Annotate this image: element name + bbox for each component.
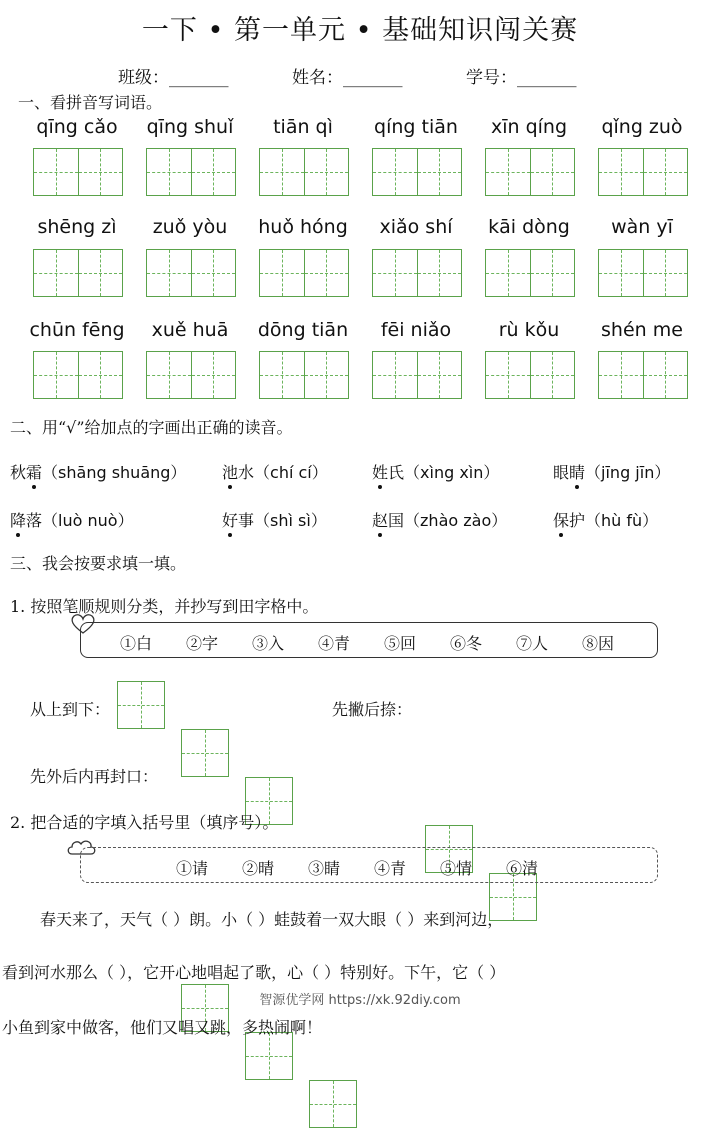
word-prefix: 秋 xyxy=(10,463,27,482)
character-box-2 xyxy=(80,847,658,883)
tianzige-pair[interactable] xyxy=(598,351,688,399)
tianzige-cell[interactable] xyxy=(260,352,304,398)
pinyin-label: qíng tiān xyxy=(374,116,458,138)
character-option: ④青 xyxy=(374,859,407,878)
pronunciation-item[interactable] xyxy=(10,508,134,531)
tianzige-pair[interactable] xyxy=(146,351,236,399)
character-option: ⑦人 xyxy=(516,634,549,653)
tianzige-cell[interactable] xyxy=(304,250,349,296)
pinyin-label: huǒ hóng xyxy=(258,216,348,238)
character-option: ②晴 xyxy=(242,859,275,878)
character-option: ①请 xyxy=(176,859,209,878)
section-1-heading: 一、看拼音写词语。 xyxy=(18,93,163,112)
footer-watermark: 智源优学网 https://xk.92diy.com xyxy=(259,993,461,1008)
word-suffix: 护 xyxy=(569,511,586,530)
tianzige-pair[interactable] xyxy=(485,351,575,399)
label-top-to-bottom: 从上到下： xyxy=(30,700,111,719)
dotted-character: 睛 xyxy=(569,463,586,482)
tianzige-pair[interactable] xyxy=(146,148,236,196)
tianzige-cell[interactable] xyxy=(78,250,123,296)
class-field: 班级：_______ xyxy=(118,68,229,88)
word-suffix: 落 xyxy=(26,511,43,530)
tianzige-pair[interactable] xyxy=(33,351,123,399)
dotted-character: 赵 xyxy=(372,511,389,530)
question-1-prompt: 1. 按照笔顺规则分类，并抄写到田字格中。 xyxy=(10,597,319,616)
pinyin-label: kāi dòng xyxy=(488,216,570,238)
section-3-heading: 三、我会按要求填一填。 xyxy=(10,554,187,573)
pinyin-label: xuě huā xyxy=(151,319,229,341)
pinyin-label: qǐng zuò xyxy=(601,116,683,138)
tianzige-pair[interactable] xyxy=(372,351,462,399)
tianzige-pair[interactable] xyxy=(259,351,349,399)
tianzige-cell[interactable] xyxy=(147,352,191,398)
pronunciation-item[interactable] xyxy=(222,508,327,531)
pinyin-options[interactable]: （jīng jīn） xyxy=(585,463,671,482)
tianzige-pair[interactable] xyxy=(33,148,123,196)
tianzige-cell[interactable] xyxy=(486,352,530,398)
student-id-field: 学号：_______ xyxy=(466,68,577,88)
pinyin-label: chūn fēng xyxy=(29,319,125,341)
character-option: ⑧因 xyxy=(582,634,615,653)
dotted-character: 保 xyxy=(553,511,570,530)
pronunciation-item[interactable] xyxy=(372,508,507,531)
tianzige-cell[interactable] xyxy=(417,149,462,195)
tianzige-pair[interactable] xyxy=(259,148,349,196)
passage-line-3: 小鱼到家中做客，他们又唱又跳，多热闹啊！ xyxy=(2,1018,323,1037)
tianzige-cell[interactable] xyxy=(34,250,78,296)
page-title: 一下 • 第一单元 • 基础知识闯关赛 xyxy=(141,15,579,46)
pinyin-options[interactable]: （shì sì） xyxy=(254,511,327,530)
pronunciation-item[interactable] xyxy=(10,460,186,483)
tianzige-cell[interactable] xyxy=(147,149,191,195)
word-suffix: 国 xyxy=(388,511,405,530)
character-option: ⑥清 xyxy=(506,859,539,878)
dotted-character: 姓 xyxy=(372,463,389,482)
tianzige-pair[interactable] xyxy=(259,249,349,297)
tianzige-cell[interactable] xyxy=(486,149,530,195)
dotted-character: 池 xyxy=(222,463,239,482)
tianzige-box[interactable] xyxy=(117,681,165,729)
tianzige-pair[interactable] xyxy=(485,148,575,196)
character-option: ⑥冬 xyxy=(450,634,483,653)
tianzige-pair[interactable] xyxy=(33,249,123,297)
tianzige-pair[interactable] xyxy=(372,148,462,196)
tianzige-cell[interactable] xyxy=(643,250,688,296)
tianzige-cell[interactable] xyxy=(191,352,236,398)
pinyin-options[interactable]: （luò nuò） xyxy=(42,511,134,530)
tianzige-cell[interactable] xyxy=(530,352,575,398)
pinyin-label: zuǒ yòu xyxy=(152,216,228,238)
tianzige-cell[interactable] xyxy=(34,352,78,398)
passage-line-1: 春天来了，天气（ ）朗。小（ ）蛙鼓着一双大眼（ ）来到河边， xyxy=(40,910,504,929)
tianzige-cell[interactable] xyxy=(599,149,643,195)
pronunciation-item[interactable] xyxy=(222,460,328,483)
tianzige-cell[interactable] xyxy=(34,149,78,195)
tianzige-cell[interactable] xyxy=(260,149,304,195)
pinyin-label: qīng shuǐ xyxy=(146,116,234,138)
dotted-character: 好 xyxy=(222,511,239,530)
pinyin-label: wàn yī xyxy=(611,216,673,238)
pinyin-label: xiǎo shí xyxy=(379,216,453,238)
pinyin-label: fēi niǎo xyxy=(380,319,452,341)
pinyin-label: dōng tiān xyxy=(257,319,349,341)
word-suffix: 氏 xyxy=(388,463,405,482)
pinyin-label: rù kǒu xyxy=(498,319,560,341)
character-option: ③入 xyxy=(252,634,285,653)
tianzige-box[interactable] xyxy=(245,1032,293,1080)
word-suffix: 事 xyxy=(238,511,255,530)
section-2-heading: 二、用“√”给加点的字画出正确的读音。 xyxy=(10,418,293,437)
pronunciation-item[interactable] xyxy=(553,460,670,483)
character-option: ①白 xyxy=(120,634,153,653)
character-option: ④青 xyxy=(318,634,351,653)
pinyin-options[interactable]: （shāng shuāng） xyxy=(42,463,187,482)
tianzige-cell[interactable] xyxy=(191,149,236,195)
pinyin-label: qīng cǎo xyxy=(36,116,118,138)
pinyin-options[interactable]: （chí cí） xyxy=(254,463,328,482)
character-option: ⑤情 xyxy=(440,859,473,878)
tianzige-cell[interactable] xyxy=(486,250,530,296)
tianzige-box[interactable] xyxy=(181,729,229,777)
tianzige-cell[interactable] xyxy=(373,149,417,195)
question-2-prompt: 2. 把合适的字填入括号里（填序号）。 xyxy=(10,813,279,832)
character-option: ⑤回 xyxy=(384,634,417,653)
tianzige-cell[interactable] xyxy=(643,352,688,398)
pinyin-label: shén me xyxy=(601,319,683,341)
passage-line-2: 看到河水那么（ ），它开心地唱起了歌，心（ ）特别好。下午，它（ ） xyxy=(2,963,506,982)
tianzige-box[interactable] xyxy=(309,1080,357,1128)
pinyin-label: tiān qì xyxy=(273,116,333,138)
label-outside-inside-close: 先外后内再封口： xyxy=(30,767,159,786)
tianzige-cell[interactable] xyxy=(417,352,462,398)
tianzige-cell[interactable] xyxy=(304,352,349,398)
dotted-character: 降 xyxy=(10,511,27,530)
dotted-character: 霜 xyxy=(26,463,43,482)
pinyin-label: xīn qíng xyxy=(490,116,568,138)
tianzige-cell[interactable] xyxy=(417,250,462,296)
tianzige-cell[interactable] xyxy=(643,149,688,195)
pinyin-options[interactable]: （hù fù） xyxy=(585,511,659,530)
tianzige-cell[interactable] xyxy=(373,352,417,398)
tianzige-pair[interactable] xyxy=(598,148,688,196)
tianzige-cell[interactable] xyxy=(530,149,575,195)
tianzige-cell[interactable] xyxy=(304,149,349,195)
tianzige-pair[interactable] xyxy=(372,249,462,297)
tianzige-cell[interactable] xyxy=(260,250,304,296)
tianzige-cell[interactable] xyxy=(78,149,123,195)
label-pie-before-na: 先撇后捺： xyxy=(332,700,413,719)
pronunciation-item[interactable] xyxy=(553,508,658,531)
character-option: ②字 xyxy=(186,634,219,653)
tianzige-cell[interactable] xyxy=(530,250,575,296)
tianzige-cell[interactable] xyxy=(373,250,417,296)
character-box-1 xyxy=(80,622,658,658)
tianzige-cell[interactable] xyxy=(78,352,123,398)
tianzige-cell[interactable] xyxy=(147,250,191,296)
tianzige-pair[interactable] xyxy=(485,249,575,297)
word-suffix: 水 xyxy=(238,463,255,482)
name-field: 姓名：_______ xyxy=(292,68,403,88)
tianzige-cell[interactable] xyxy=(599,352,643,398)
word-prefix: 眼 xyxy=(553,463,570,482)
character-option: ③睛 xyxy=(308,859,341,878)
tianzige-cell[interactable] xyxy=(599,250,643,296)
tianzige-cell[interactable] xyxy=(191,250,236,296)
pronunciation-item[interactable] xyxy=(372,460,499,483)
pinyin-options[interactable]: （zhào zào） xyxy=(404,511,508,530)
tianzige-pair[interactable] xyxy=(146,249,236,297)
pinyin-options[interactable]: （xìng xìn） xyxy=(404,463,500,482)
tianzige-pair[interactable] xyxy=(598,249,688,297)
pinyin-label: shēng zì xyxy=(37,216,117,238)
